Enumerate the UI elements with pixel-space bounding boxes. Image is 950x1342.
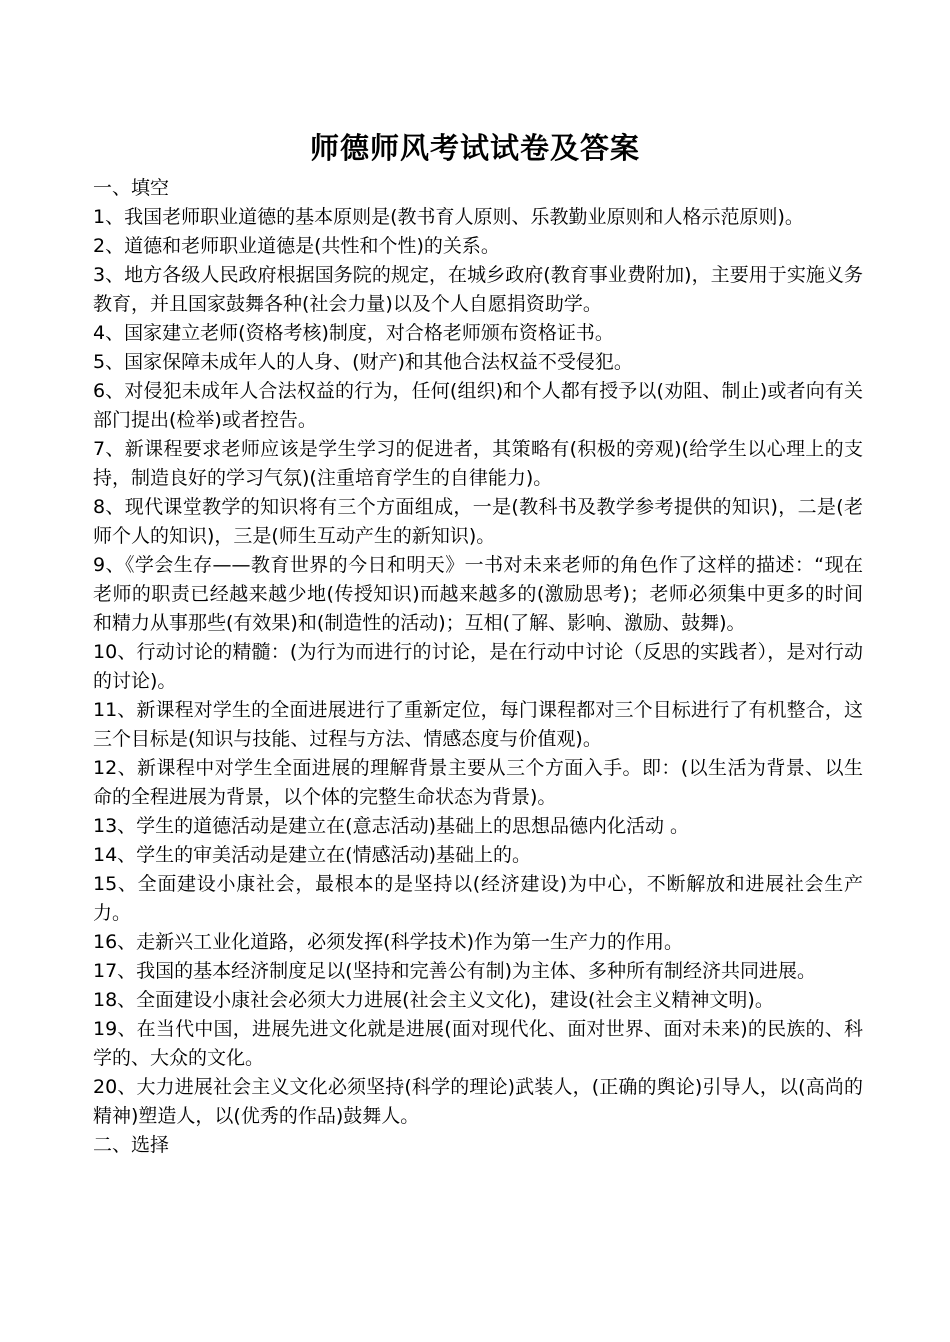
question-item: 19、在当代中国，进展先进文化就是进展(面对现代化、面对世界、面对未来)的民族的、科学的、大众的文化。	[93, 1018, 863, 1069]
question-item: 12、新课程中对学生全面进展的理解背景主要从三个方面入手。即：(以生活为背景、以生命的全程进展为背景，以个体的完整生命状态为背景)。	[93, 757, 863, 808]
question-item: 14、学生的审美活动是建立在(情感活动)基础上的。	[93, 844, 532, 866]
question-item: 17、我国的基本经济制度足以(坚持和完善公有制)为主体、多种所有制经济共同进展。	[93, 960, 817, 982]
question-item: 13、学生的道德活动是建立在(意志活动)基础上的思想品德内化活动 。	[93, 815, 690, 837]
question-item: 16、走新兴工业化道路，必须发挥(科学技术)作为第一生产力的作用。	[93, 931, 684, 953]
question-item: 2、道德和老师职业道德是(共性和个性)的关系。	[93, 235, 500, 257]
question-item: 6、对侵犯未成年人合法权益的行为，任何(组织)和个人都有授予以(劝阻、制止)或者向有关部门提出(检举)或者控告。	[93, 380, 863, 431]
question-item: 7、新课程要求老师应该是学生学习的促进者，其策略有(积极的旁观)(给学生以心理上的支持，制造良好的学习气氛)(注重培育学生的自律能力)。	[93, 438, 863, 489]
section-heading-fill-in: 一、填空	[93, 177, 170, 199]
question-item: 15、全面建设小康社会，最根本的是坚持以(经济建设)为中心，不断解放和进展社会生产力。	[93, 873, 863, 924]
question-item: 1、我国老师职业道德的基本原则是(教书育人原则、乐教勤业原则和人格示范原则)。	[93, 206, 804, 228]
document-title: 师德师风考试试卷及答案	[309, 131, 640, 165]
question-item: 18、全面建设小康社会必须大力进展(社会主义文化)，建设(社会主义精神文明)。	[93, 989, 774, 1011]
document-body	[93, 174, 863, 1160]
question-item: 3、地方各级人民政府根据国务院的规定，在城乡政府(教育事业费附加)，主要用于实施义务教育，并且国家鼓舞各种(社会力量)以及个人自愿捐资助学。	[93, 264, 863, 315]
question-item: 5、国家保障未成年人的人身、(财产)和其他合法权益不受侵犯。	[93, 351, 633, 373]
question-item: 4、国家建立老师(资格考核)制度，对合格老师颁布资格证书。	[93, 322, 614, 344]
question-item: 11、新课程对学生的全面进展进行了重新定位，每门课程都对三个目标进行了有机整合，这三个目标是(知识与技能、过程与方法、情感态度与价值观)。	[93, 699, 863, 750]
question-item: 10、行动讨论的精髓：(为行为而进行的讨论，是在行动中讨论（反思的实践者），是对行动的讨论)。	[93, 641, 863, 692]
section-heading-choice: 二、选择	[93, 1134, 170, 1156]
question-item: 9、《学会生存——教育世界的今日和明天》一书对未来老师的角色作了这样的描述：“现在老师的职责已经越来越少地(传授知识)而越来越多的(激励思考)；老师必须集中更多的时间和精力从事那些(有效果)和(制造性的活动)；互相(了解、影响、激励、鼓舞)。	[93, 554, 863, 634]
question-item: 8、现代课堂教学的知识将有三个方面组成，一是(教科书及教学参考提供的知识)，二是(老师个人的知识)，三是(师生互动产生的新知识)。	[93, 496, 863, 547]
question-item: 20、大力进展社会主义文化必须坚持(科学的理论)武装人，(正确的舆论)引导人，以(高尚的精神)塑造人，以(优秀的作品)鼓舞人。	[93, 1076, 863, 1127]
